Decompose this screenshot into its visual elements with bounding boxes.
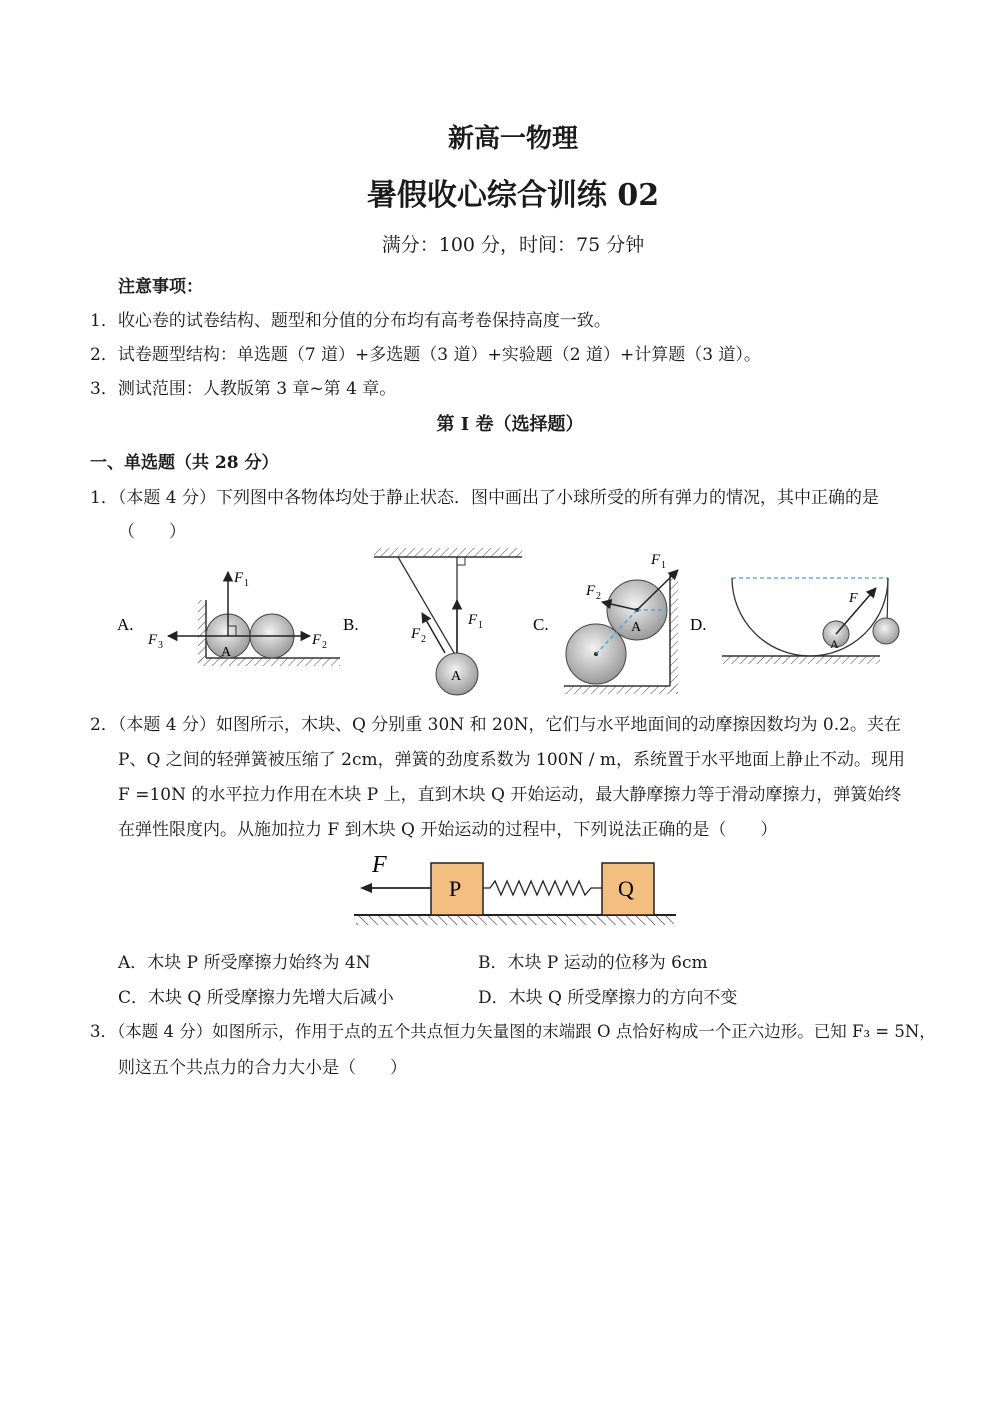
q2-text-line-1: 2．（本题 4 分）如图所示，木块、Q 分别重 30N 和 20N，它们与水平地面间的动摩擦因数均为 0.2。夹在: [90, 715, 901, 735]
svg-text:F: F: [586, 583, 596, 599]
block-p-label: P: [449, 876, 462, 901]
note-item-1: 1．收心卷的试卷结构、题型和分值的分布均有高考卷保持高度一致。: [90, 311, 611, 331]
q2-option-b: B．木块 P 运动的位移为 6cm: [478, 953, 708, 973]
svg-text:A: A: [451, 669, 462, 684]
page-subtitle: 暑假收心综合训练 02: [366, 178, 660, 213]
q1-figure-d: [722, 578, 899, 664]
svg-text:1: 1: [661, 560, 666, 571]
q1-figure-b: [374, 548, 522, 695]
spring: [483, 881, 602, 895]
q1-option-a: A.: [117, 615, 134, 634]
q2-option-d: D．木块 Q 所受摩擦力的方向不变: [478, 988, 738, 1008]
svg-text:F: F: [148, 632, 158, 648]
svg-text:F: F: [651, 552, 661, 568]
svg-text:F: F: [234, 570, 244, 586]
q3-text-line-1: 3．（本题 4 分）如图所示，作用于点的五个共点恒力矢量图的末端跟 O 点恰好构成一个正六边形。已知 F₃ = 5N，: [90, 1022, 936, 1041]
q1-figure-c: [564, 552, 678, 694]
q2-figure: [350, 848, 680, 933]
svg-text:F: F: [411, 626, 421, 642]
q1-paren: （ ）: [118, 522, 186, 542]
q2-option-a: A．木块 P 所受摩擦力始终为 4N: [118, 953, 371, 973]
svg-text:2: 2: [421, 634, 426, 645]
part1-title: 一、单选题（共 28 分）: [90, 453, 279, 473]
q2-text-line-2: P、Q 之间的轻弹簧被压缩了 2cm，弹簧的劲度系数为 100N / m，系统置于水平地面上静止不动。现用: [118, 750, 906, 770]
force-label: F: [372, 852, 387, 878]
svg-text:A: A: [830, 637, 839, 651]
q1-option-b: B.: [343, 615, 359, 634]
q1a-ball-label: A: [221, 645, 232, 660]
q1-figures: [100, 540, 920, 700]
note-item-2: 2．试卷题型结构：单选题（7 道）+多选题（3 道）+实验题（2 道）+计算题（3 道）。: [90, 345, 761, 365]
svg-text:F: F: [849, 591, 858, 606]
svg-text:2: 2: [322, 640, 327, 651]
svg-text:2: 2: [596, 591, 601, 602]
notes-heading: 注意事项：: [118, 277, 203, 297]
svg-text:F: F: [312, 632, 322, 648]
svg-text:1: 1: [244, 578, 249, 589]
q1-text: 1．（本题 4 分）下列图中各物体均处于静止状态．图中画出了小球所受的所有弹力的情况，其中正确的是: [90, 488, 879, 508]
svg-text:F: F: [468, 612, 478, 628]
svg-text:3: 3: [158, 640, 163, 651]
q1-option-d: D.: [690, 615, 707, 634]
q3-text-line-2: 则这五个共点力的合力大小是（ ）: [118, 1058, 407, 1078]
q1-figure-a: [147, 570, 340, 666]
section-title: 第 I 卷（选择题）: [436, 414, 584, 435]
score-time: 满分：100 分，时间：75 分钟: [381, 234, 645, 256]
svg-text:1: 1: [478, 620, 483, 631]
q2-text-line-3: F =10N 的水平拉力作用在木块 P 上，直到木块 Q 开始运动，最大静摩擦力等于滑动摩擦力，弹簧始终: [118, 785, 902, 805]
note-item-3: 3．测试范围：人教版第 3 章~第 4 章。: [90, 379, 397, 399]
q1-option-c: C.: [533, 615, 549, 634]
q2-text-line-4: 在弹性限度内。从施加拉力 F 到木块 Q 开始运动的过程中，下列说法正确的是（ ）: [118, 820, 778, 840]
svg-text:A: A: [631, 620, 642, 635]
block-q-label: Q: [618, 876, 634, 901]
q2-option-c: C．木块 Q 所受摩擦力先增大后减小: [118, 988, 394, 1008]
page-title: 新高一物理: [447, 124, 578, 154]
